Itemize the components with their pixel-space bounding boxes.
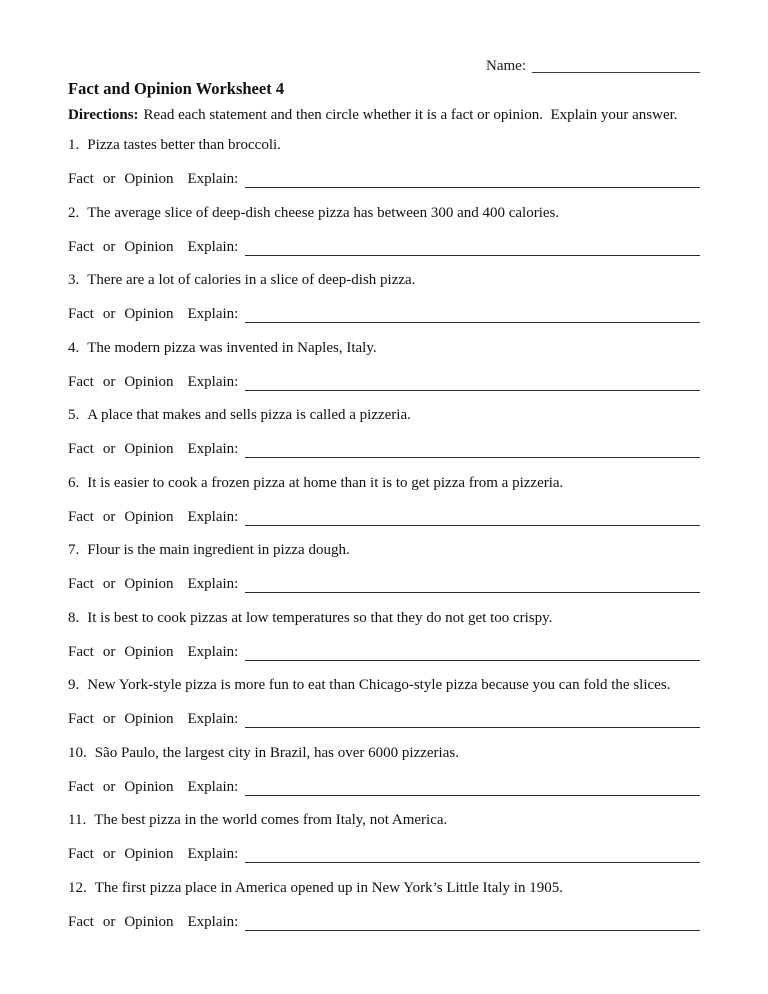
statement-number: 7. (68, 542, 80, 558)
statement (68, 339, 700, 358)
statement-number: 12. (68, 879, 87, 896)
or-label: or (102, 846, 116, 862)
statement-number: 5. (68, 407, 80, 423)
statement (68, 406, 700, 425)
statement (68, 744, 700, 763)
opinion-option[interactable]: Opinion (124, 171, 174, 187)
statement-text: There are a lot of calories in a slice of deep-dish pizza. (87, 272, 416, 288)
or-label: or (102, 238, 116, 255)
name-row (68, 57, 700, 75)
answer-row (68, 710, 700, 729)
worksheet-item (68, 541, 700, 594)
worksheet-item (68, 744, 700, 797)
or-label: or (102, 778, 116, 795)
worksheet-item (68, 474, 700, 527)
or-label: or (102, 508, 116, 525)
or-label: or (102, 576, 116, 592)
answer-row (68, 845, 700, 864)
statement-text: The best pizza in the world comes from Italy, not America. (94, 812, 448, 828)
opinion-option[interactable]: Opinion (124, 778, 174, 795)
fact-option[interactable]: Fact (68, 576, 94, 592)
statement-text: It is easier to cook a frozen pizza at home than it is to get pizza from a pizzeria. (87, 474, 564, 491)
statement-number: 3. (68, 272, 80, 288)
answer-row (68, 238, 700, 257)
statement-text: Flour is the main ingredient in pizza dough. (87, 542, 350, 558)
directions-text: Read each statement and then circle whether it is a fact or opinion. Explain your answer. (143, 107, 678, 123)
explain-blank-line[interactable] (245, 778, 700, 796)
statement-text: A place that makes and sells pizza is called a pizzeria. (87, 407, 411, 423)
directions-label: Directions: (68, 107, 139, 123)
answer-row (68, 440, 700, 459)
explain-label: Explain: (187, 373, 239, 390)
name-label: Name: (486, 58, 526, 74)
opinion-option[interactable]: Opinion (124, 576, 174, 592)
statement (68, 136, 700, 155)
explain-label: Explain: (187, 441, 239, 457)
worksheet-item (68, 406, 700, 459)
worksheet-item (68, 204, 700, 257)
explain-blank-line[interactable] (245, 643, 700, 661)
statement-text: It is best to cook pizzas at low temperatures so that they do not get too crispy. (87, 609, 553, 626)
worksheet-item (68, 879, 700, 932)
answer-row (68, 305, 700, 324)
fact-option[interactable]: Fact (68, 171, 94, 187)
fact-option[interactable]: Fact (68, 238, 94, 255)
explain-blank-line[interactable] (245, 710, 700, 728)
opinion-option[interactable]: Opinion (124, 441, 174, 457)
or-label: or (102, 913, 116, 930)
page-title: Fact and Opinion Worksheet 4 (68, 79, 285, 98)
fact-option[interactable]: Fact (68, 846, 94, 862)
statement-number: 8. (68, 609, 80, 626)
worksheet-item (68, 609, 700, 662)
name-blank-line[interactable] (532, 57, 700, 73)
opinion-option[interactable]: Opinion (124, 643, 174, 660)
fact-option[interactable]: Fact (68, 711, 94, 727)
explain-blank-line[interactable] (245, 170, 700, 188)
answer-row (68, 508, 700, 527)
statement-number: 2. (68, 204, 80, 221)
statement-text: São Paulo, the largest city in Brazil, has over 6000 pizzerias. (94, 744, 459, 761)
explain-blank-line[interactable] (245, 913, 700, 931)
explain-blank-line[interactable] (245, 845, 700, 863)
worksheet-item (68, 676, 700, 729)
fact-option[interactable]: Fact (68, 508, 94, 525)
statement (68, 811, 700, 830)
fact-option[interactable]: Fact (68, 778, 94, 795)
or-label: or (102, 171, 116, 187)
explain-label: Explain: (187, 778, 239, 795)
fact-option[interactable]: Fact (68, 441, 94, 457)
worksheet-item (68, 136, 700, 189)
statement-text: New York-style pizza is more fun to eat than Chicago-style pizza because you can fold the slices. (87, 677, 671, 693)
statement (68, 204, 700, 223)
explain-label: Explain: (187, 306, 239, 322)
worksheet-item (68, 339, 700, 392)
opinion-option[interactable]: Opinion (124, 306, 174, 322)
or-label: or (102, 373, 116, 390)
or-label: or (102, 711, 116, 727)
statement-number: 6. (68, 474, 80, 491)
statement-number: 10. (68, 744, 87, 761)
statement-number: 4. (68, 339, 80, 356)
answer-row (68, 575, 700, 594)
worksheet-item (68, 811, 700, 864)
fact-option[interactable]: Fact (68, 306, 94, 322)
statement (68, 676, 700, 695)
statement-text: Pizza tastes better than broccoli. (87, 137, 281, 153)
opinion-option[interactable]: Opinion (124, 508, 174, 525)
explain-label: Explain: (187, 508, 239, 525)
answer-row (68, 913, 700, 932)
explain-label: Explain: (187, 171, 239, 187)
opinion-option[interactable]: Opinion (124, 913, 174, 930)
explain-label: Explain: (187, 913, 239, 930)
statement (68, 474, 700, 493)
explain-label: Explain: (187, 643, 239, 660)
answer-row (68, 373, 700, 392)
statement (68, 879, 700, 898)
explain-blank-line[interactable] (245, 575, 700, 593)
statement (68, 271, 700, 290)
worksheet-items (68, 136, 700, 932)
statement (68, 541, 700, 560)
explain-blank-line[interactable] (245, 305, 700, 323)
explain-label: Explain: (187, 576, 239, 592)
opinion-option[interactable]: Opinion (124, 846, 174, 862)
statement-number: 1. (68, 137, 80, 153)
statement-text: The first pizza place in America opened up in New York’s Little Italy in 1905. (94, 879, 563, 896)
fact-option[interactable]: Fact (68, 643, 94, 660)
statement-text: The modern pizza was invented in Naples, Italy. (87, 339, 377, 356)
explain-blank-line[interactable] (245, 238, 700, 256)
explain-label: Explain: (187, 711, 239, 727)
explain-blank-line[interactable] (245, 373, 700, 391)
fact-option[interactable]: Fact (68, 913, 94, 930)
answer-row (68, 170, 700, 189)
opinion-option[interactable]: Opinion (124, 238, 174, 255)
fact-option[interactable]: Fact (68, 373, 94, 390)
explain-blank-line[interactable] (245, 508, 700, 526)
explain-blank-line[interactable] (245, 440, 700, 458)
opinion-option[interactable]: Opinion (124, 373, 174, 390)
or-label: or (102, 643, 116, 660)
or-label: or (102, 306, 116, 322)
statement-number: 9. (68, 677, 80, 693)
directions (68, 106, 700, 125)
answer-row (68, 643, 700, 662)
statement (68, 609, 700, 628)
opinion-option[interactable]: Opinion (124, 711, 174, 727)
statement-text: The average slice of deep-dish cheese pizza has between 300 and 400 calories. (87, 204, 560, 221)
statement-number: 11. (68, 812, 87, 828)
worksheet-item (68, 271, 700, 324)
explain-label: Explain: (187, 846, 239, 862)
or-label: or (102, 441, 116, 457)
explain-label: Explain: (187, 238, 239, 255)
answer-row (68, 778, 700, 797)
